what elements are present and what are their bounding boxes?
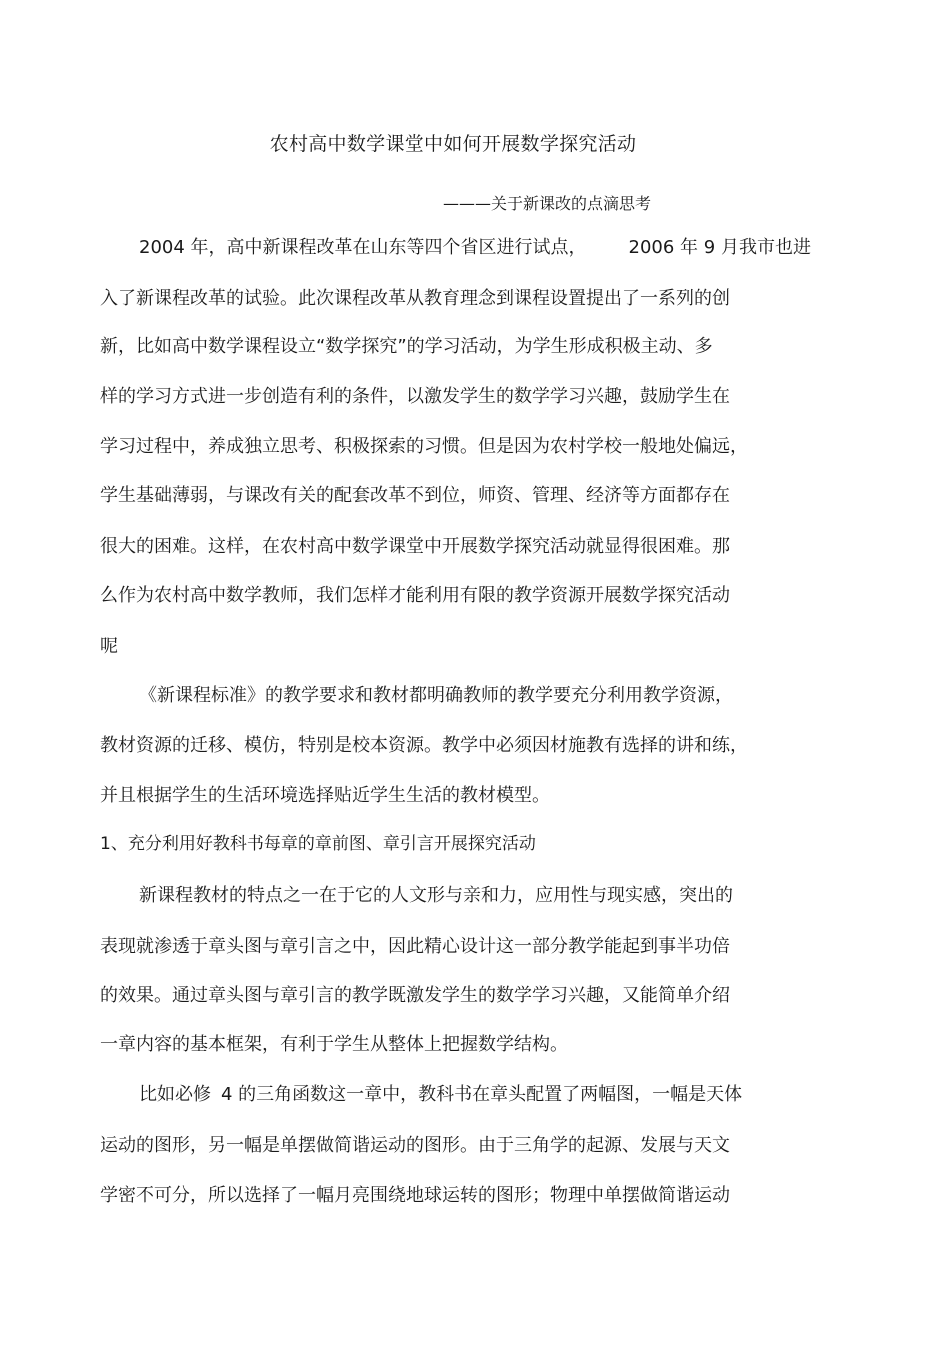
text-segment: 比如必修 [139,1084,211,1105]
paragraph-line: 《新课程标准》的教学要求和教材都明确教师的教学要充分利用教学资源， [139,685,733,706]
paragraph-line: 并且根据学生的生活环境选择贴近学生生活的教材模型。 [100,785,550,806]
paragraph-line [139,233,811,263]
document-subtitle: ———关于新课改的点滴思考 [443,194,652,213]
paragraph-line: 学密不可分，所以选择了一幅月亮围绕地球运转的图形；物理中单摆做简谐运动 [100,1185,730,1206]
text-segment: 2006 年 9 月我市也进 [628,237,811,258]
paragraph-line: 新课程教材的特点之一在于它的人文形与亲和力，应用性与现实感，突出的 [139,885,733,906]
paragraph-line: 么作为农村高中数学教师，我们怎样才能利用有限的教学资源开展数学探究活动 [100,585,730,606]
paragraph-line: 呢 [100,636,118,657]
paragraph-line [139,1080,742,1110]
paragraph-line: 一章内容的基本框架，有利于学生从整体上把握数学结构。 [100,1034,568,1055]
paragraph-line: 学习过程中，养成独立思考、积极探索的习惯。但是因为农村学校一般地处偏远， [100,436,748,457]
text-segment: 2004 年，高中新课程改革在山东等四个省区进行试点， [139,237,587,258]
paragraph-line: 教材资源的迁移、模仿，特别是校本资源。教学中必须因材施教有选择的讲和练， [100,735,748,756]
document-title: 农村高中数学课堂中如何开展数学探究活动 [269,133,637,155]
paragraph-line: 运动的图形，另一幅是单摆做简谐运动的图形。由于三角学的起源、发展与天文 [100,1135,730,1156]
paragraph-line: 的效果。通过章头图与章引言的教学既激发学生的数学学习兴趣，又能简单介绍 [100,985,730,1006]
section-heading: 1、充分利用好教科书每章的章前图、章引言开展探究活动 [100,834,536,854]
paragraph-line: 表现就渗透于章头图与章引言之中，因此精心设计这一部分教学能起到事半功倍 [100,936,730,957]
paragraph-line: 入了新课程改革的试验。此次课程改革从教育理念到课程设置提出了一系列的创 [100,288,730,309]
paragraph-line: 学生基础薄弱，与课改有关的配套改革不到位，师资、管理、经济等方面都存在 [100,485,730,506]
paragraph-line: 样的学习方式进一步创造有利的条件，以激发学生的数学学习兴趣，鼓励学生在 [100,386,730,407]
paragraph-line: 新，比如高中数学课程设立“数学探究”的学习活动，为学生形成积极主动、多 [100,336,713,357]
paragraph-line: 很大的困难。这样，在农村高中数学课堂中开展数学探究活动就显得很困难。那 [100,536,730,557]
text-segment: 4 的三角函数这一章中，教科书在章头配置了两幅图，一幅是天体 [221,1084,743,1105]
